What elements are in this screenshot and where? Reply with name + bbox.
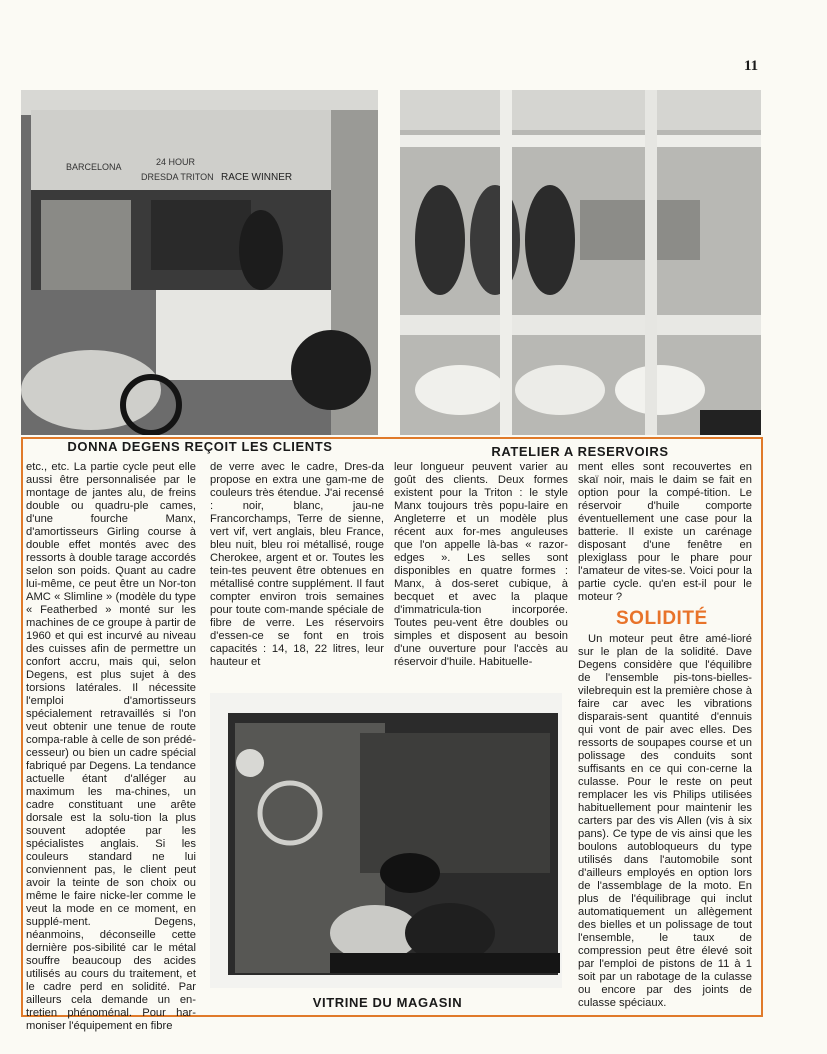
- column-2-text: de verre avec le cadre, Dres-da propose en extra une gam-me de couleurs très étendue. J'ai recensé : noir, blanc, jau-ne Francorchamps, Terre de sienne, vert vif, vert anglais, bleu France, bleu nuit, bleu roi métallisé, rouge Cherokee, argent et or. Toutes les tein-tes peuvent être obtenues en métallisé contre supplément. Il faut compter environ trois semaines pour toute com-mande spéciale de fibre de verre. Les réservoirs d'essen-ce se font en trois capacités : 14, 18, 22 litres, leur hauteur et: [210, 461, 384, 668]
- column-3-text: leur longueur peuvent varier au goût des clients. Deux formes existent pour la Triton : le style Manx toujours très popu-laire en Angleterre et un modèle plus récent aux for-mes anguleuses que l'on appelle là-bas « razor-edges ». Les selles sont disponibles en quatre formes : Manx, à dos-seret cubique, à becquet et avec la plaque d'immatricula-tion incorporée. Toutes peu-vent être doubles ou simples et disposent au besoin d'une ouverture pour l'accès au réservoir d'huile. Habituelle-: [394, 461, 568, 668]
- caption-ratelier: RATELIER A RESERVOIRS: [491, 444, 669, 459]
- article-column-2: [210, 461, 384, 669]
- caption-donna-degens: DONNA DEGENS REÇOIT LES CLIENTS: [67, 439, 333, 454]
- caption-vitrine: VITRINE DU MAGASIN: [312, 995, 463, 1010]
- photo-shop-counter: [21, 90, 378, 435]
- article-column-4: [578, 461, 752, 1010]
- sign-24-hour: 24 HOUR: [156, 157, 196, 167]
- page-number: 11: [744, 58, 759, 74]
- sign-race-winner: RACE WINNER: [221, 172, 293, 183]
- section-heading-solidite: SOLIDITÉ: [616, 608, 708, 629]
- sign-barcelona: BARCELONA: [66, 162, 122, 172]
- photo-tank-rack: [400, 90, 761, 435]
- column-1-text: etc., etc. La partie cycle peut elle aussi être personnalisée par le montage de jantes alu, de freins double ou quadru-ple cames, d'une fourche Manx, d'amortisseurs Girling course à double effet montés avec des ressorts à double tarage accordés selon son poids. Quant au cadre lui-même, ce peut être un Nor-ton AMC « Slimline » (modèle du type « Featherbed » monté sur les machines de ce groupe à partir de 1960 et qui est incurvé au niveau des cuisses afin de permettre un confort accru, mais qui, selon Degens, est plus sujet à des torsions latérales. Il nécessite l'emploi d'amortisseurs spécialement retravaillés si l'on veut obtenir une tenue de route compa-rable à celle de son prédé-cesseur) ou bien un cadre spécial fabriqué par Degens. La tendance actuelle étant d'alléger au maximum les ma-chines, un cadre constituant une arête dorsale est la solu-tion la plus souvent adoptée par les spécialistes anglais. Si les couleurs standard ne lui conviennent pas, le client peut avoir la teinte de son choix ou même le faire nicke-ler comme le veut la mode en ce moment, en supplé-ment. Degens, néanmoins, déconseille cette dernière pos-sibilité car le métal souffre beaucoup des acides utilisés au cours du traitement, et le cadre perd en solidité. Par ailleurs cela demande un en-tretien phénoménal. Pour har-moniser l'équipement en fibre: [26, 461, 196, 1032]
- photo-shop-window: [210, 693, 562, 988]
- column-4-text-a: ment elles sont recouvertes en skaï noir, mais le daim se fait en option pour la compé-tition. Le réservoir d'huile comporte éventuellement une case pour la batterie. Il existe un carénage disposant d'une fenêtre en plexiglass pour le phare pour l'amateur de vites-se. Voici pour la partie cycle. qu'en est-il pour le moteur ?: [578, 461, 752, 603]
- article-column-1: [26, 461, 196, 1033]
- sign-dresda-triton: DRESDA TRITON: [141, 172, 214, 182]
- column-4-text-b: Un moteur peut être amé-lioré sur le plan de la solidité. Dave Degens considère que l'équilibre de l'ensemble pis-tons-bielles-vilebrequin est la première chose à faire car avec les vibrations disparais-sent quantité d'ennuis qui vont de pair avec elles. Des ressorts de soupapes course et un polissage des conduits sont suffisants en ce qui con-cerne la culasse. Pour le reste on peut remplacer les vis Philips utilisées habituellement pour maintenir les carters par des vis Allen (vis à six pans). Ce type de vis ainsi que les boulons autobloqueurs du type utilisés dans l'automobile sont d'ailleurs employés en option lors de l'assemblage de la moto. En plus de l'équilibrage qui inclut automatiquement un allègement des bielles et un polissage de tout l'ensemble, le taux de compression peut être élevé soit par l'emploi de pistons de 11 à 1 soit par un rabotage de la culasse ou encore par des joints de culasse spéciaux.: [578, 633, 752, 1009]
- article-column-3: [394, 461, 568, 669]
